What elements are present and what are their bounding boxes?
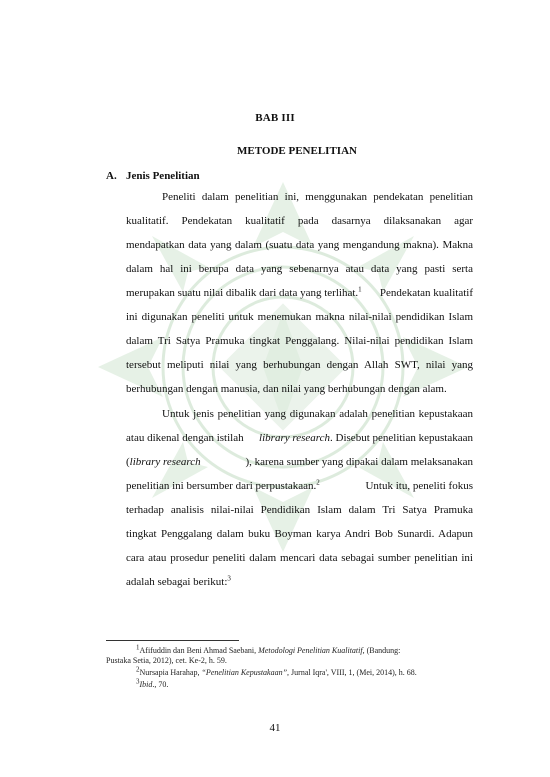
paragraph-line [126, 574, 473, 590]
section-heading [106, 170, 200, 182]
footnote-title: Ibid [139, 680, 153, 689]
paragraph-line: cara atau prosedur peneliti dalam mencari data sebagai sumber penelitian ini [126, 552, 473, 564]
footnote-text: Nursapia Harahap, [139, 668, 200, 677]
paragraph-line [126, 285, 473, 301]
paragraph-line: dalam Tri Satya Pramuka tingkat Penggalang. Nilai-nilai pendidikan Islam [126, 335, 473, 347]
text-fragment: ( [126, 456, 130, 468]
footnote-1-continued: Pustaka Setia, 2012), cet. Ke-2, h. 59. [106, 656, 227, 665]
footnote-text: ., 70. [152, 680, 169, 689]
paragraph-line: Peneliti dalam penelitian ini, menggunakan pendekatan penelitian [162, 191, 473, 203]
italic-term: library research [129, 456, 201, 468]
footnote-mark: 2 [136, 665, 140, 674]
text-fragment: Untuk itu, peneliti fokus [365, 480, 473, 492]
text-fragment [126, 457, 201, 468]
text-fragment [126, 478, 320, 492]
footnote-divider [106, 640, 239, 641]
chapter-number: BAB III [255, 112, 295, 124]
footnote-text: , (Bandung: [362, 646, 401, 655]
paragraph-line [126, 457, 473, 470]
text-fragment: ), karena sumber yang dipakai dalam melaksanakan [245, 456, 473, 468]
text-fragment: penelitian ini bersumber dari perpustakaan. [126, 480, 317, 492]
footnote-ref-2: 2 [316, 478, 320, 487]
text-fragment: adalah sebagai berikut: [126, 576, 228, 588]
sentence-text: merupakan suatu nilai dibalik dari data yang terlihat. [126, 287, 359, 299]
paragraph-line: berhubungan dengan manusia, dan nilai yang berhubungan dengan alam. [126, 383, 447, 395]
paragraph-line: terhadap analisis nilai-nilai Pendidikan Islam dalam Tri Satya Pramuka [126, 504, 473, 516]
paragraph-line: dalam hal ini berupa data yang sebenarnya atau data yang pasti serta [126, 263, 473, 275]
footnote-mark: 3 [136, 677, 140, 686]
footnote-1 [136, 643, 473, 655]
footnote-title: Metodologi Penelitian Kualitatif [258, 646, 363, 655]
section-title: Jenis Penelitian [126, 170, 200, 182]
paragraph-line [126, 478, 473, 494]
paragraph-line: Untuk jenis penelitian yang digunakan adalah penelitian kepustakaan [162, 408, 473, 420]
page-number: 41 [269, 722, 281, 734]
footnote-text: , Jurnal Iqra', VIII, 1, (Mei, 2014), h. 68. [287, 668, 417, 677]
footnote-ref-1: 1 [358, 285, 362, 294]
paragraph-line: kualitatif. Pendekatan kualitatif pada dasarnya dilaksanakan agar [126, 215, 473, 227]
footnote-text: Afifuddin dan Beni Ahmad Saebani, [139, 646, 257, 655]
section-number: A. [106, 170, 117, 182]
paragraph-line: mendapatkan data yang dalam (suatu data yang mengandung makna). Makna [126, 239, 473, 251]
sentence-fragment: Pendekatan kualitatif [379, 287, 473, 299]
paragraph-line: tingkat Penggalang dalam buku Boyman karya Andri Bob Sunardi. Adapun [126, 528, 473, 540]
text-fragment: . Disebut penelitian kepustakaan [330, 432, 473, 444]
sentence-fragment [126, 285, 362, 299]
paragraph-line [126, 433, 473, 446]
footnote-2 [136, 665, 417, 677]
footnote-mark: 1 [136, 643, 140, 652]
text-fragment [259, 433, 473, 444]
footnote-title: “Penelitian Kepustakaan” [201, 668, 288, 677]
paragraph-line: tersebut meliputi nilai yang berhubungan dengan Allah SWT, nilai yang [126, 359, 473, 371]
chapter-title: METODE PENELITIAN [237, 145, 357, 157]
footnote-3 [136, 677, 169, 689]
text-fragment: atau dikenal dengan istilah [126, 432, 244, 444]
italic-term: library research [259, 432, 331, 444]
footnote-ref-3: 3 [227, 574, 231, 583]
paragraph-line: ini digunakan peneliti untuk menemukan makna nilai-nilai pendidikan Islam [126, 311, 473, 323]
